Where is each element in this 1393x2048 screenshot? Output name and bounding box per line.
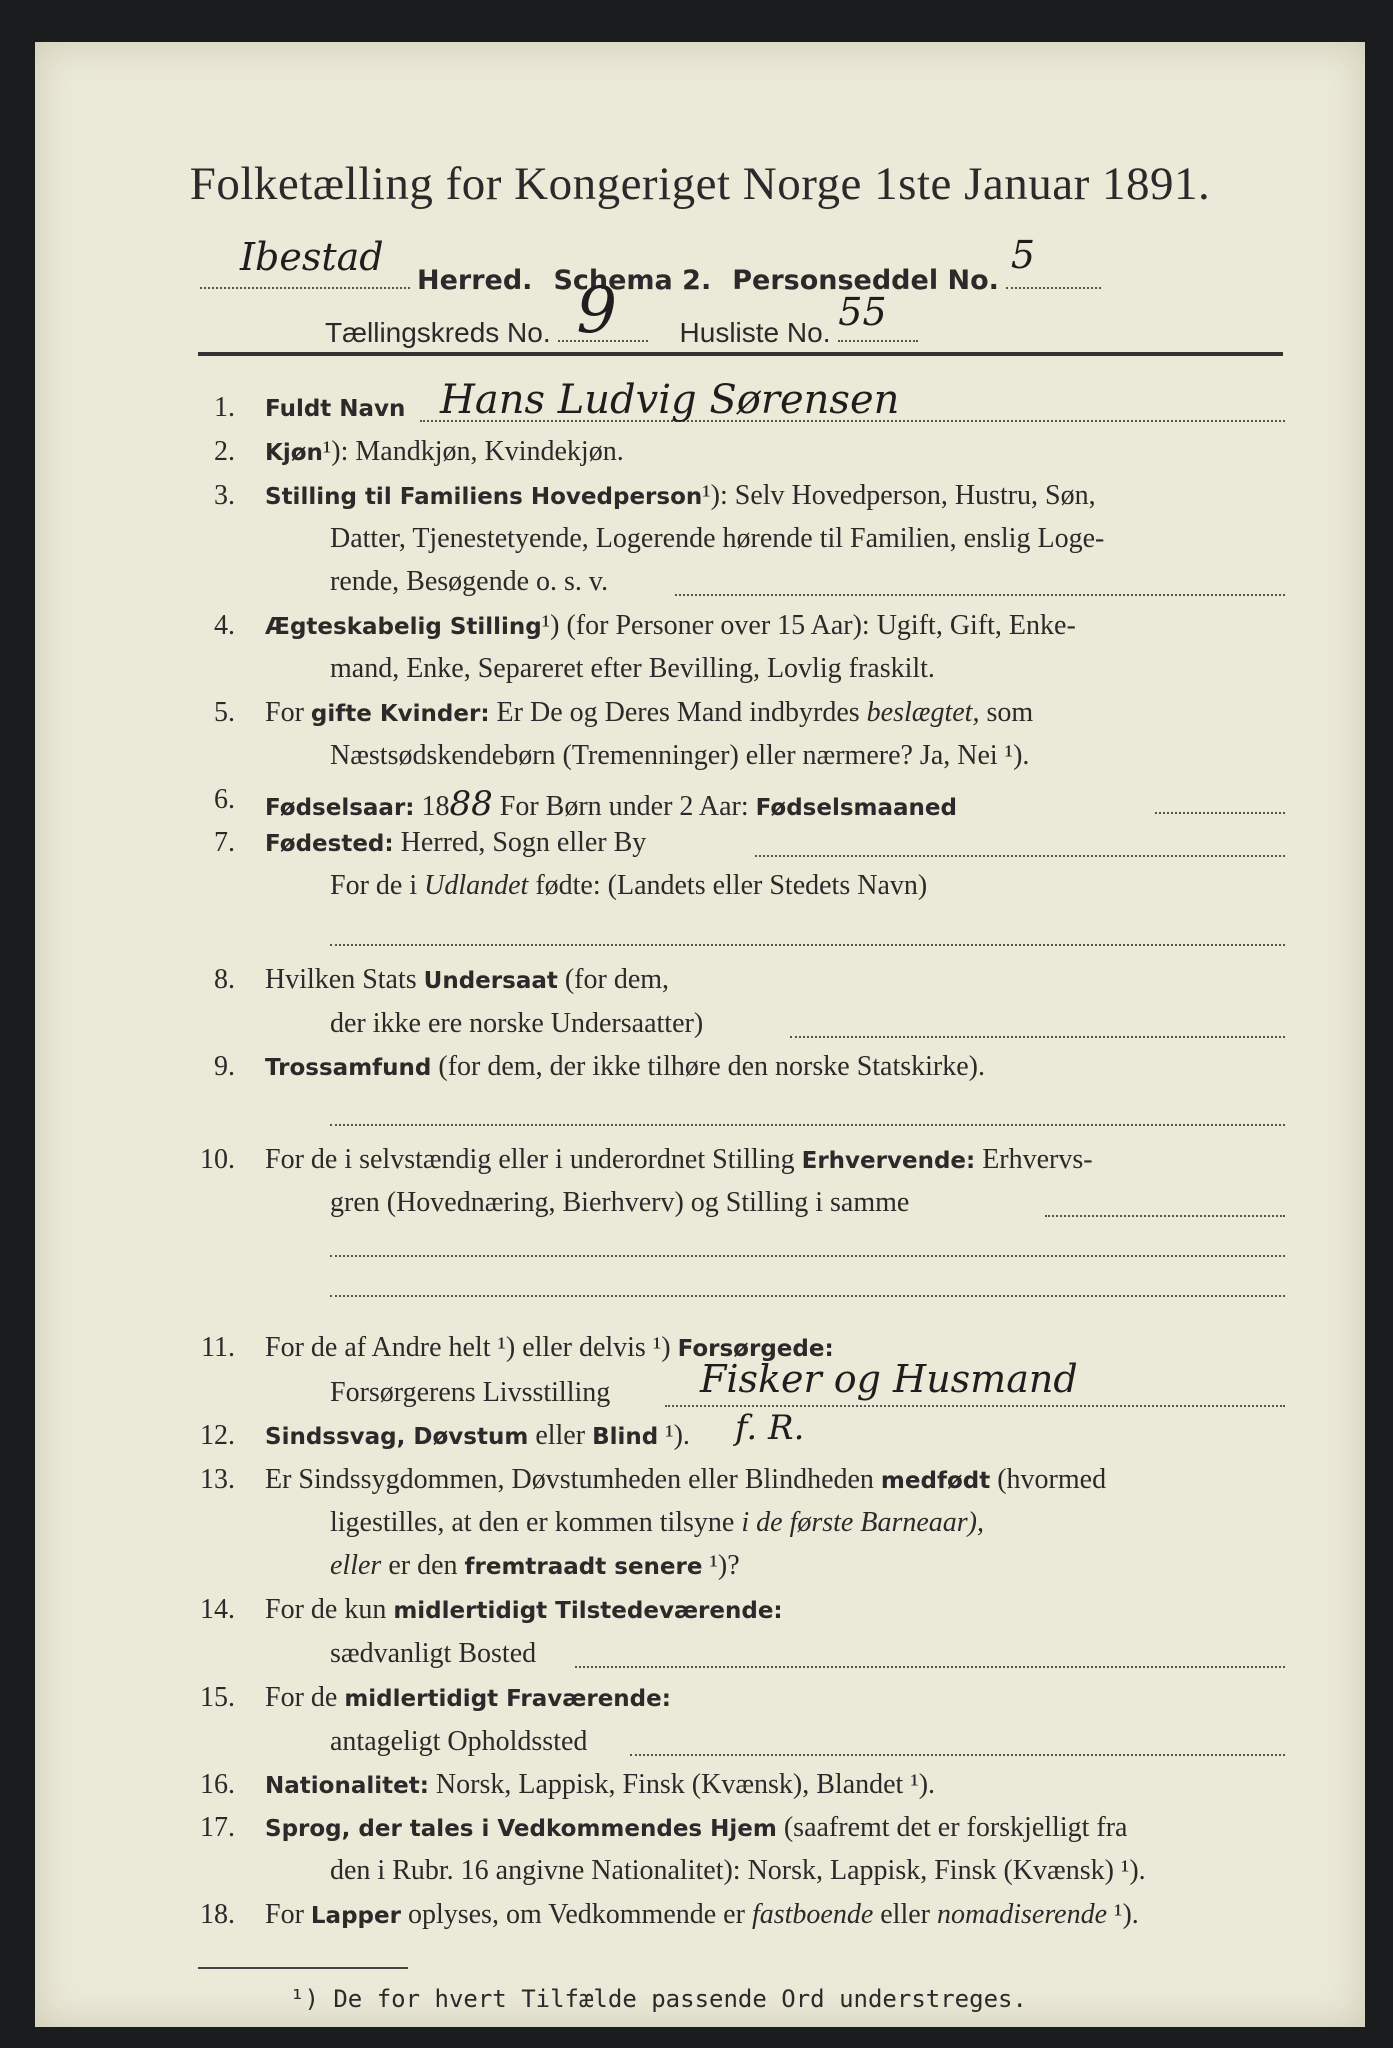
item-12-handwritten: f. R. [735, 1408, 805, 1448]
item-number: 6. [214, 784, 235, 815]
personseddel-field [1006, 233, 1101, 289]
personseddel-label: Personseddel No. [732, 265, 999, 296]
item-6-line1: Fødselsaar: 1888 For Børn under 2 Aar: Fødselsmaaned [265, 784, 957, 824]
item-1-label: Fuldt Navn [265, 396, 406, 422]
item-14-line1: For de kun midlertidigt Tilstedeværende: [265, 1594, 783, 1625]
item-3-line2: Datter, Tjenestetyende, Logerende hørende til Familien, enslig Loge- [330, 523, 1105, 554]
kreds-handwritten: 9 [576, 274, 618, 348]
footnote-rule [198, 1967, 408, 1969]
item-number: 16. [200, 1769, 235, 1800]
item-number: 15. [200, 1682, 235, 1713]
item-number: 2. [214, 436, 235, 467]
item-9-line1: Trossamfund (for dem, der ikke tilhøre den norske Statskirke). [265, 1051, 986, 1082]
item-15-line1: For de midlertidigt Fraværende: [265, 1682, 671, 1713]
item-13-line2: ligestilles, at den er kommen tilsyne i de første Barneaar), [330, 1507, 984, 1538]
item-8-line2: der ikke ere norske Undersaatter) [330, 1008, 704, 1039]
item-10-dotline [1045, 1215, 1285, 1217]
item-number: 10. [200, 1144, 235, 1175]
husliste-field [838, 290, 918, 342]
item-11-handwritten-occupation: Fisker og Husmand [700, 1357, 1078, 1401]
item-7-line2: For de i Udlandet fødte: (Landets eller Stedets Navn) [330, 870, 928, 901]
item-11-line2: Forsørgerens Livsstilling [330, 1377, 611, 1408]
item-15-dotline [630, 1754, 1285, 1756]
form-title: Folketælling for Kongeriget Norge 1ste Januar 1891. [189, 158, 1211, 210]
kreds-field [558, 274, 648, 348]
header-rule [198, 352, 1283, 356]
personseddel-handwritten: 5 [1010, 233, 1036, 277]
item-number: 3. [214, 480, 235, 511]
item-1-handwritten-name: Hans Ludvig Sørensen [440, 377, 900, 423]
item-13-line1: Er Sindssygdommen, Døvstumheden eller Blindheden medfødt (hvormed [265, 1464, 1107, 1495]
item-7-line1: Fødested: Herred, Sogn eller By [265, 827, 647, 858]
item-3-dotline [675, 594, 1285, 596]
item-7-dotline [755, 855, 1285, 857]
item-3-line3: rende, Besøgende o. s. v. [330, 566, 609, 597]
item-number: 1. [214, 392, 235, 423]
item-4-line2: mand, Enke, Separeret efter Bevilling, Lovlig fraskilt. [330, 653, 935, 684]
item-6-dotline [1155, 812, 1285, 814]
husliste-label: Husliste No. [679, 317, 831, 348]
item-number: 4. [214, 610, 235, 641]
item-4-line1: Ægteskabelig Stilling¹) (for Personer over 15 Aar): Ugift, Gift, Enke- [265, 610, 1076, 641]
item-18-line1: For Lapper oplyses, om Vedkommende er fastboende eller nomadiserende ¹). [265, 1899, 1139, 1930]
item-number: 12. [200, 1420, 235, 1451]
herred-handwritten: Ibestad [240, 235, 384, 279]
kreds-label: Tællingskreds No. [325, 317, 551, 348]
schema-label: Schema 2. [553, 265, 712, 296]
item-8-line1: Hvilken Stats Undersaat (for dem, [265, 964, 670, 995]
census-form-page [35, 42, 1365, 2027]
item-16-line1: Nationalitet: Norsk, Lappisk, Finsk (Kvænsk), Blandet ¹). [265, 1769, 936, 1800]
item-17-line1: Sprog, der tales i Vedkommendes Hjem (saafremt det er forskjelligt fra [265, 1812, 1128, 1843]
item-number: 11. [201, 1332, 235, 1363]
item-number: 7. [214, 827, 235, 858]
husliste-handwritten: 55 [838, 290, 887, 334]
footnote: ¹) De for hvert Tilfælde passende Ord understreges. [290, 1985, 1027, 2013]
item-13-line3: eller er den fremtraadt senere ¹)? [330, 1550, 740, 1581]
herred-row [200, 233, 1101, 297]
item-3-line1: Stilling til Familiens Hovedperson¹): Selv Hovedperson, Hustru, Søn, [265, 480, 1096, 511]
item-9-dotline [330, 1124, 1285, 1126]
item-8-dotline [790, 1036, 1285, 1038]
item-number: 5. [214, 697, 235, 728]
item-5-line1: For gifte Kvinder: Er De og Deres Mand indbyrdes beslægtet, som [265, 697, 1034, 728]
item-11-line1: For de af Andre helt ¹) eller delvis ¹) Forsørgede: [265, 1332, 834, 1363]
item-number: 13. [200, 1464, 235, 1495]
item-number: 17. [200, 1812, 235, 1843]
item-12-line1: Sindssvag, Døvstum eller Blind ¹). [265, 1420, 690, 1451]
item-5-line2: Næstsødskendebørn (Tremenninger) eller nærmere? Ja, Nei ¹). [330, 740, 1030, 771]
item-6-handwritten-year: 88 [449, 784, 493, 824]
item-number: 18. [200, 1899, 235, 1930]
item-number: 9. [214, 1051, 235, 1082]
item-14-dotline [575, 1666, 1285, 1668]
item-14-line2: sædvanligt Bosted [330, 1638, 537, 1669]
item-17-line2: den i Rubr. 16 angivne Nationalitet): Norsk, Lappisk, Finsk (Kvænsk) ¹). [330, 1855, 1146, 1886]
item-11-dotline [665, 1405, 1285, 1407]
item-2-text: Kjøn¹): Mandkjøn, Kvindekjøn. [265, 436, 624, 467]
herred-label: Herred. [417, 265, 533, 296]
item-10-dotline-3 [330, 1295, 1285, 1297]
item-10-line1: For de i selvstændig eller i underordnet Stilling Erhvervende: Erhvervs- [265, 1144, 1093, 1175]
item-10-dotline-2 [330, 1255, 1285, 1257]
item-number: 14. [200, 1594, 235, 1625]
item-7-dotline-2 [330, 944, 1285, 946]
item-10-line2: gren (Hovednæring, Bierhverv) og Stilling i samme [330, 1187, 910, 1218]
item-15-line2: antageligt Opholdssted [330, 1726, 588, 1757]
herred-field [200, 235, 410, 289]
item-number: 8. [214, 964, 235, 995]
